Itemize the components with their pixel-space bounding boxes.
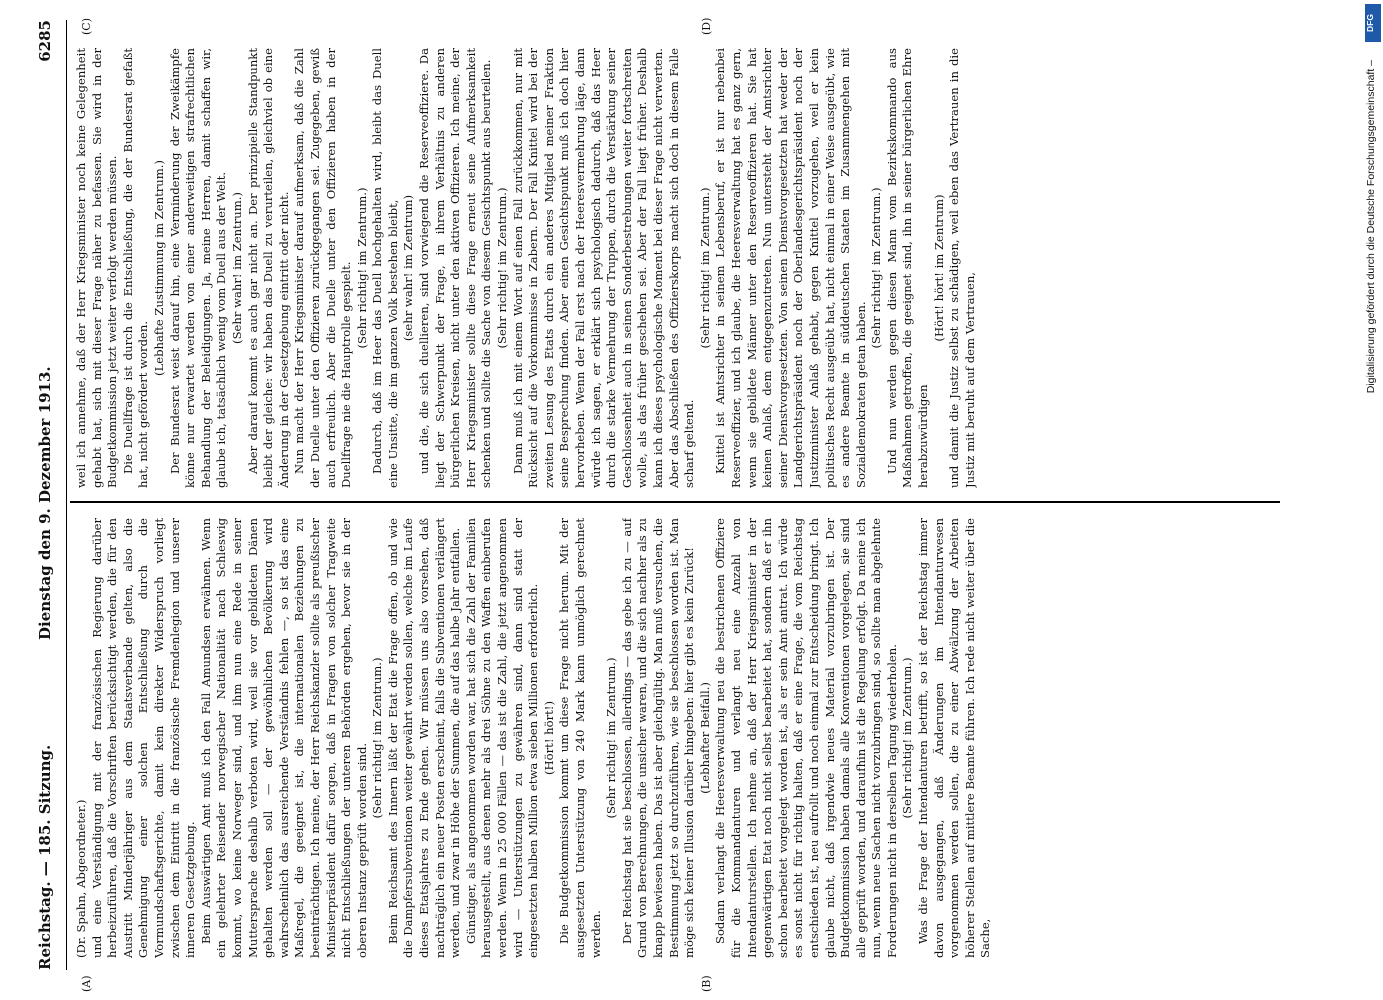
page-number: 6285 (36, 20, 54, 62)
right-column-paragraph: Dadurch, daß im Heer das Duell hochgehalten wird, bleibt das Duell eine Unsitte, die im ganzen Volk bestehen bleibt, (370, 48, 400, 488)
right-column-paragraph: (Sehr wahr! im Zentrum.) (229, 192, 244, 344)
left-column-paragraph: Was die Frage der Intendanturen betrifft, so ist der Reichstag immer davon ausgegangen, daß Änderungen im Intendanturwesen vorgenommen werden sollen, die zu einer Abwälzung der Arbeiten höherer Stellen auf mittlere Beamte führen. Ich rede nicht weiter über die Sache, (916, 518, 993, 958)
right-column-paragraph: und damit die Justiz selbst zu schädigen, weil eben das Vertrauen in die Justiz mit beruht auf dem Vertrauen, (947, 48, 977, 488)
right-column-paragraph: Der Bundesrat weist darauf hin, eine Verminderung der Zweikämpfe könne nur erwartet werden von einer anderweitigen strafrechtlichen Behandlung der Beleidigungen. Ja, meine Herren, damit schaffen wir, glaube ich, tatsächlich wenig vom Duell aus der Welt. (167, 48, 229, 488)
left-column-paragraph: Beim Reichsamt des Innern läßt der Etat die Frage offen, ob und wie die Dampfersubventionen weiter gewährt werden sollen, welche im Laufe dieses Etatsjahres zu Ende gehen. Wir müssen uns also vorsehen, daß nachträglich ein neuer Posten erscheint, falls die Subventionen verlängert werden, und zwar in Höhe der Summen, die auf das halbe Jahr entfallen. (385, 518, 463, 958)
right-column-paragraph: Nun macht der Herr Kriegsminister darauf aufmerksam, daß die Zahl der Duelle unter den Offizieren zurückgegangen sei. Zugegeben, gewiß auch erfreulich. Aber die Duelle unter den Offizieren haben in der Duellfrage nie die Hauptrolle gespielt. (292, 48, 354, 488)
dfg-logo: DFG (1365, 4, 1381, 42)
right-column-paragraph: (Hört! hört! im Zentrum) (931, 194, 946, 342)
left-column-paragraph: Der Reichstag hat sie beschlossen, allerdings — das gebe ich zu — auf Grund von Berechnungen, die unsicher waren, und die sich nachher als zu knapp bewiesen haben. Das ist aber gleichgültig. Man muß versuchen, die Bestimmung jetzt so durchzuführen, wie sie beschlossen worden ist. Man möge sich keiner Illusion darüber hingeben: hier gibt es kein Zurück! (619, 518, 697, 958)
right-column-paragraph: und die, die sich duellieren, sind vorwiegend die Reserveoffiziere. Da liegt der Schwerpunkt der Frage, in ihrem Verhältnis zu anderen bürgerlichen Kreisen, nicht unter den aktiven Offizieren. Ich meine, der Herr Kriegsminister sollte diese Frage erneut seine Aufmerksamkeit schenken und sollte die Sache von diesem Gesichtspunkt aus beurteilen. (417, 48, 494, 488)
left-column-paragraph: (Lebhafter Beifall.) (697, 682, 712, 794)
right-column-paragraph: Und nun werden gegen diesen Mann vom Bezirkskommando aus Maßnahmen getroffen, die geeignet sind, ihn in seiner bürgerlichen Ehre herabzuwürdigen (884, 48, 931, 488)
left-column-paragraph: (Sehr richtig! im Zentrum.) (900, 657, 915, 819)
right-column (74, 48, 1274, 488)
left-column-paragraph: (Sehr richtig! im Zentrum.) (604, 657, 619, 819)
margin-mark-a: (A) (80, 975, 93, 992)
right-column-paragraph: Aber darauf kommt es auch gar nicht an. Der prinzipielle Standpunkt bleibt der gleiche: wir haben das Duell zu verurteilen, gleichviel ob eine Änderung in der Gesetzgebung eintritt oder nicht. (245, 48, 291, 488)
right-column-paragraph: (Sehr richtig! im Zentrum.) (495, 187, 510, 349)
left-column-paragraph: Günstiger, als angenommen worden war, hat sich die Zahl der Familien herausgestellt, aus denen mehr als drei Söhne zu den Waffen einberufen werden. Wenn in 25 000 Fällen — das ist die Zahl, die jetzt angenommen wird — Unterstützungen zu gewähren sind, dann sind statt der eingesetzten halben Million etwa sieben Millionen erforderlich. (463, 518, 541, 958)
left-column-paragraph: (Hört! hört!) (541, 701, 556, 775)
digitization-credit: Digitalisierung gefördert durch die Deutsche Forschungsgemeinschaft – (1365, 60, 1377, 394)
left-column-paragraph: (Sehr richtig! im Zentrum.) (370, 657, 385, 819)
right-column-paragraph: Die Duellfrage ist durch die Entschließung, die der Bundesrat gefaßt hat, nicht gefördert worden. (120, 48, 151, 488)
right-column-paragraph: Dann muß ich mit einem Wort auf einen Fall zurückkommen, nur mit Rücksicht auf die Vorkommnisse in Zabern. Der Fall Knittel wird bei der zweiten Lesung des Etats durch ein anderes Mitglied meiner Fraktion seine Besprechung finden. Aber einen Gesichtspunkt muß ich doch hier hervorheben. Wenn der Fall erst nach der Heeresvermehrung läge, dann würde ich sagen, er erklärt sich psychologisch dadurch, daß das Heer durch die starke Vermehrung der Truppen, durch die Verstärkung seiner Geschlossenheit auch in seinen Sonderbestrebungen weiter fortschreiten wolle, als das früher geschehen sei. Aber der Fall liegt früher. Deshalb kann ich dieses psychologische Moment bei dieser Frage nicht verwerten. Aber das Abschließen des Offizierskorps macht sich doch in diesem Falle scharf geltend. (510, 48, 697, 488)
left-column-paragraph: Beim Auswärtigen Amt muß ich den Fall Amundsen erwähnen. Wenn ein gelehrter Reisender norwegischer Nationalität nach Schleswig kommt, wo keine Norweger sind, und ihm nun eine Rede in seiner Muttersprache deshalb verboten wird, weil sie vor gebildeten Dänen gehalten werden soll — der gewöhnlichen Bevölkerung wird wahrscheinlich das ausreichende Verständnis fehlen —, so ist das eine Maßregel, die geeignet ist, die internationalen Beziehungen zu beeinträchtigen. Ich meine, der Herr Reichskanzler sollte als preußischer Ministerpräsident dafür sorgen, daß in Fragen von solcher Tragweite nicht Entschließungen der unteren Behörden ergehen, bevor sie in der oberen Instanz geprüft worden sind. (198, 518, 369, 958)
margin-mark-b: (B) (700, 975, 713, 992)
header-center: Dienstag den 9. Dezember 1913. (36, 366, 54, 640)
left-column-paragraph: Die Budgetkommission kommt um diese Frage nicht herum. Mit der ausgesetzten Unterstützung von 240 Mark kann unmöglich gerechnet werden. (557, 518, 603, 958)
header-left: Reichstag. — 185. Sitzung. (36, 744, 54, 970)
column-divider (70, 501, 1280, 503)
right-column-paragraph: (Sehr richtig! im Zentrum.) (697, 187, 712, 349)
left-column-paragraph: und eine Verständigung mit der französischen Regierung darüber herbeizuführen, daß die Vorschriften berücksichtigt werden, die für den Austritt Minderjähriger aus dem Staatsverbande gelten, also die Genehmigung einer solchen Entschließung durch die Vormundschaftsgerichte, damit kein direkter Widerspruch vorliegt zwischen dem Eintritt in die französische Fremdenlegion und unserer inneren Gesetzgebung. (89, 518, 198, 958)
right-column-paragraph: (Lebhafte Zustimmung im Zentrum.) (151, 160, 166, 376)
right-column-paragraph: (Sehr richtig! im Zentrum.) (354, 187, 369, 349)
left-column (74, 518, 1274, 958)
right-column-paragraph: Knittel ist Amtsrichter in seinem Lebensberuf, er ist nur nebenbei Reserveoffizier, und ich glaube, die Heeresverwaltung hat es ganz gern, wenn sie gebildete Männer unter den Reserveoffizieren hat. Sie hat keinen Anlaß, dem entgegenzutreten. Nun untersteht der Amtsrichter seiner Dienstvorgesetzten. Von seinen Dienstvorgesetzten hat weder der Landgerichtspräsident noch der Oberlandesgerichtspräsident noch der Justizminister Anlaß gehabt, gegen Knittel vorzugehen, weil er kein politisches Recht ausgeübt hat, nicht einmal in einer Weise ausgeübt, wie es andere Beamte in süddeutschen Staaten im Zusammengehen mit Sozialdemokraten getan haben. (713, 48, 868, 488)
right-column-paragraph: weil ich annehme, daß der Herr Kriegsminister noch keine Gelegenheit gehabt hat, sich mit dieser Frage näher zu befassen. Sie wird in der Budgetkommission jetzt weiter verfolgt werden müssen. (74, 48, 120, 488)
right-column-paragraph: (Sehr richtig! im Zentrum.) (869, 187, 884, 349)
margin-mark-d: (D) (700, 17, 713, 35)
left-column-paragraph: (Dr. Spahn, Abgeordneter.) (74, 799, 88, 958)
page-header (30, 20, 64, 970)
header-rule (66, 20, 67, 970)
right-column-paragraph: (sehr wahr! im Zentrum) (401, 194, 416, 342)
left-column-paragraph: Sodann verlangt die Heeresverwaltung neu die bestrichenen Offiziere für die Kommandanturen und verlangt neu eine Anzahl von Intendanturstellen. Ich nehme an, daß der Herr Kriegsminister in der gegenwärtigen Etat noch nicht selbst bearbeitet hat, sondern daß er ihn schon bearbeitet vorgelegt worden ist, als er sein Amt antrat. Ich würde es sonst nicht für richtig halten, daß er eine Frage, die vom Reichstag entschieden ist, neu aufrollt und noch einmal zur Entscheidung bringt. Ich glaube nicht, daß irgendwie neues Material vorzubringen ist. Der Budgetkommission haben damals alle Konventionen vorgelegen, sie sind alle geprüft worden, und daraufhin ist die Regelung erfolgt. Da meine ich nun, wenn neue Sachen nicht vorzubringen sind, so sollte man abgelehnte Forderungen nicht in derselben Tagung wiederholen. (713, 518, 899, 958)
margin-mark-c: (C) (80, 18, 93, 35)
